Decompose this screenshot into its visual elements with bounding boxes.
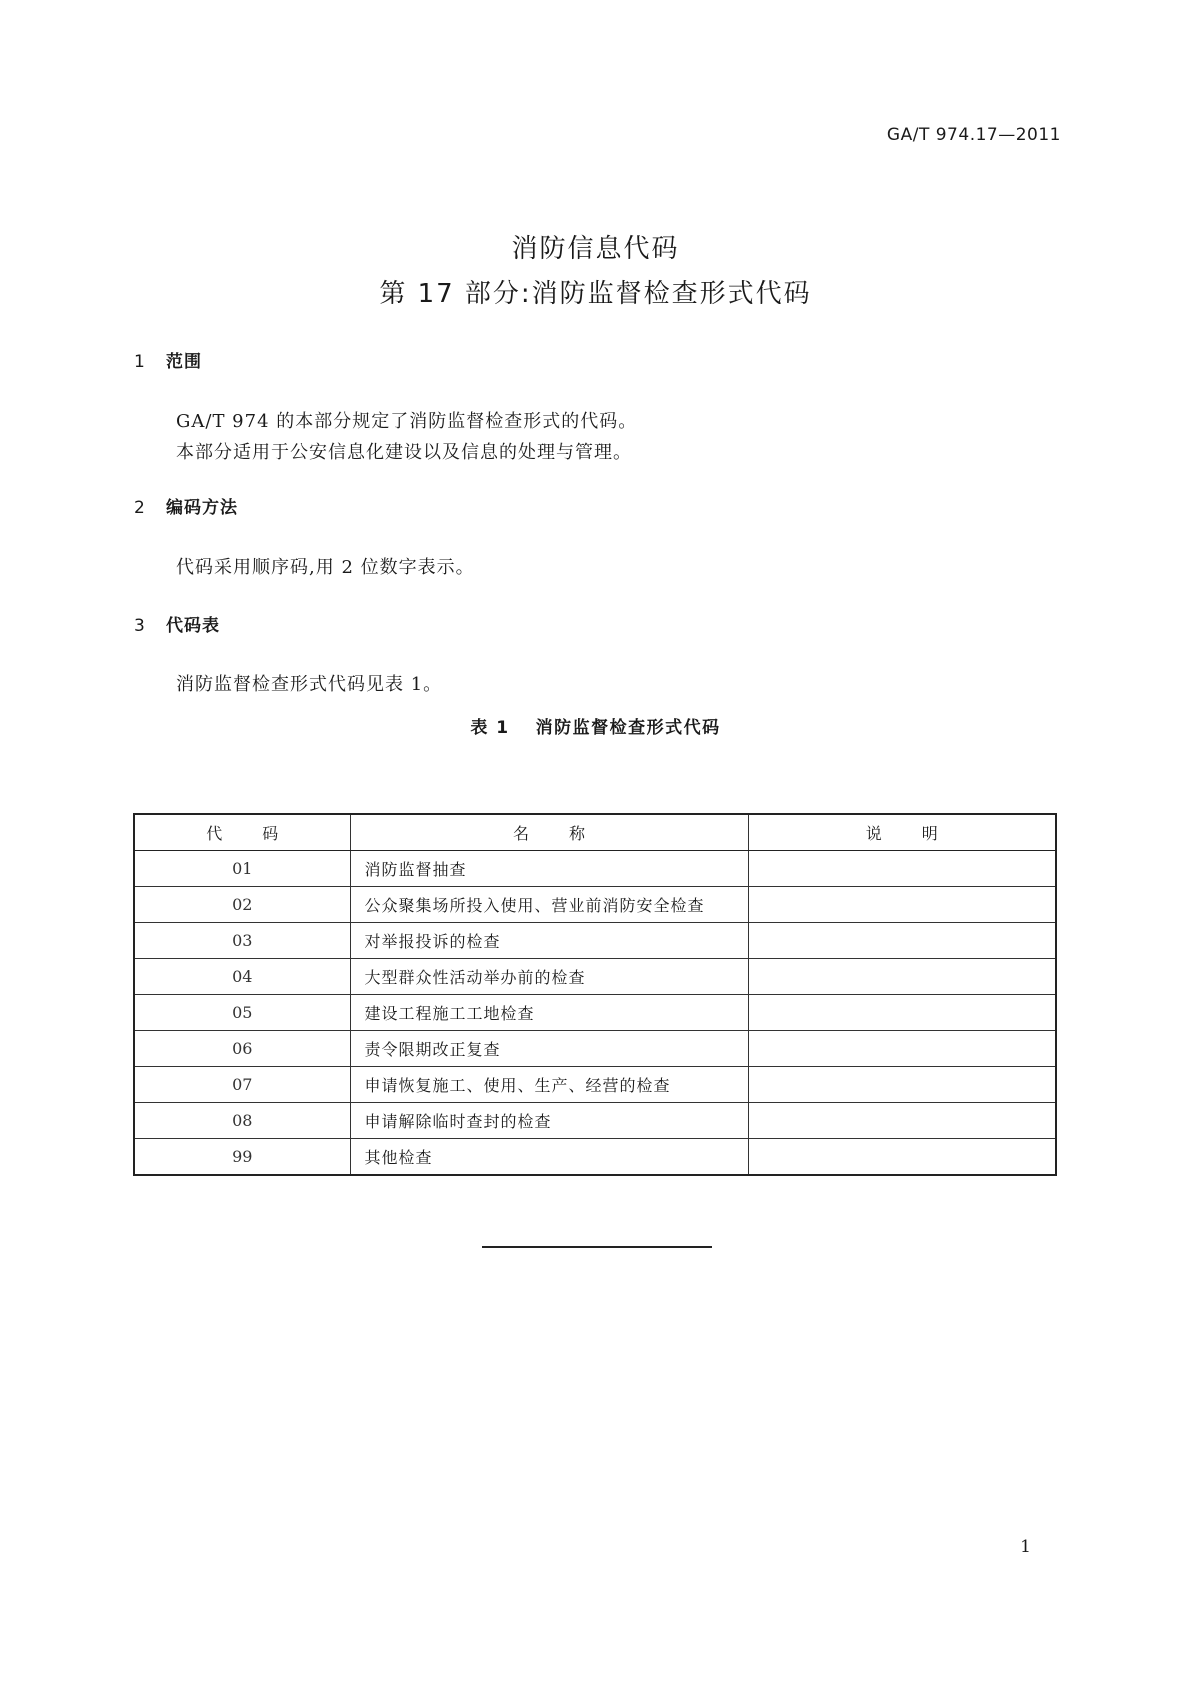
cell-name: 公众聚集场所投入使用、营业前消防安全检查: [350, 887, 748, 923]
end-of-document-rule: [482, 1246, 712, 1248]
table-row: [134, 851, 1056, 887]
header-code: 代码: [134, 814, 350, 851]
cell-code: 01: [134, 851, 350, 887]
table-row: [134, 959, 1056, 995]
table-row: [134, 1103, 1056, 1139]
cell-code: 05: [134, 995, 350, 1031]
standard-number: GA/T 974.17—2011: [886, 125, 1061, 145]
cell-code: 99: [134, 1139, 350, 1176]
table-row: [134, 995, 1056, 1031]
section-heading-method: [134, 493, 238, 518]
document-title: 消防信息代码: [511, 234, 680, 264]
section-number: 1: [134, 352, 146, 372]
cell-code: 08: [134, 1103, 350, 1139]
cell-note: [748, 959, 1056, 995]
section-heading-code-table: [134, 611, 220, 636]
document-subtitle: 第 17 部分:消防监督检查形式代码: [379, 279, 812, 309]
table-caption: [0, 713, 1191, 738]
cell-code: 07: [134, 1067, 350, 1103]
cell-code: 03: [134, 923, 350, 959]
cell-name: 申请恢复施工、使用、生产、经营的检查: [350, 1067, 748, 1103]
cell-name: 大型群众性活动举办前的检查: [350, 959, 748, 995]
cell-note: [748, 887, 1056, 923]
section-number: 2: [134, 498, 146, 518]
section-heading-scope: [134, 347, 202, 372]
page-number: 1: [1020, 1537, 1031, 1557]
table-header-row: [134, 814, 1056, 851]
cell-note: [748, 995, 1056, 1031]
cell-note: [748, 1139, 1056, 1176]
table-row: [134, 1067, 1056, 1103]
scope-paragraph-1: GA/T 974 的本部分规定了消防监督检查形式的代码。: [176, 411, 638, 432]
scope-paragraph-2: 本部分适用于公安信息化建设以及信息的处理与管理。: [176, 442, 632, 463]
table-row: [134, 1031, 1056, 1067]
cell-note: [748, 1067, 1056, 1103]
table-reference-paragraph: 消防监督检查形式代码见表 1。: [176, 674, 443, 695]
method-paragraph: 代码采用顺序码,用 2 位数字表示。: [176, 557, 475, 578]
cell-code: 02: [134, 887, 350, 923]
table-row: [134, 923, 1056, 959]
cell-name: 责令限期改正复查: [350, 1031, 748, 1067]
table-caption-number: 表 1: [470, 718, 510, 738]
code-table: [133, 813, 1057, 1176]
cell-name: 对举报投诉的检查: [350, 923, 748, 959]
cell-name: 申请解除临时查封的检查: [350, 1103, 748, 1139]
section-title: 代码表: [166, 616, 220, 636]
cell-name: 其他检查: [350, 1139, 748, 1176]
cell-note: [748, 1031, 1056, 1067]
cell-name: 建设工程施工工地检查: [350, 995, 748, 1031]
table-row: [134, 1139, 1056, 1176]
cell-note: [748, 1103, 1056, 1139]
header-note: 说明: [748, 814, 1056, 851]
section-title: 编码方法: [166, 498, 238, 518]
table-caption-title: 消防监督检查形式代码: [535, 718, 721, 738]
cell-code: 04: [134, 959, 350, 995]
cell-code: 06: [134, 1031, 350, 1067]
header-name: 名称: [350, 814, 748, 851]
cell-name: 消防监督抽查: [350, 851, 748, 887]
cell-note: [748, 923, 1056, 959]
table-row: [134, 887, 1056, 923]
section-title: 范围: [166, 352, 202, 372]
cell-note: [748, 851, 1056, 887]
section-number: 3: [134, 616, 146, 636]
